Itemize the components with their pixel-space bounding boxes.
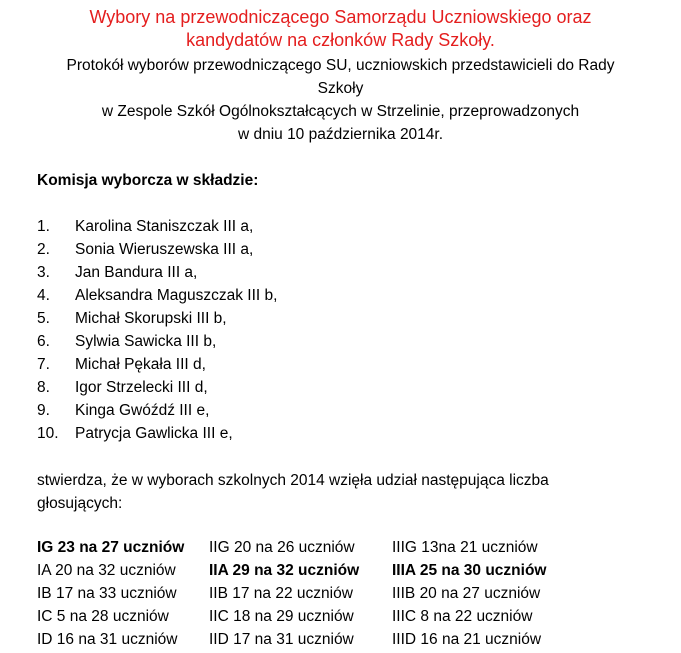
member-number: 6. [37,333,50,350]
class-turnout: IIIB 20 na 27 uczniów [392,585,541,602]
committee-member [37,285,277,308]
class-turnout: IG 23 na 27 uczniów [37,539,185,556]
committee-member [37,239,277,262]
turnout-row [37,583,677,606]
class-turnout: IIIG 13na 21 uczniów [392,539,538,556]
committee-member-list [37,216,277,446]
committee-member [37,423,277,446]
member-number: 7. [37,356,50,373]
class-turnout: IIID 16 na 21 uczniów [392,631,542,648]
class-turnout: IIA 29 na 32 uczniów [209,562,360,579]
document-title [0,6,681,52]
committee-heading: Komisja wyborcza w składzie: [37,172,259,189]
committee-member [37,308,277,331]
class-turnout: IIB 17 na 22 uczniów [209,585,353,602]
committee-member [37,331,277,354]
turnout-statement: stwierdza, że w wyborach szkolnych 2014 wzięła udział następująca liczba głosujących: [37,472,549,512]
subtitle-line: w dniu 10 października 2014r. [237,126,444,143]
turnout-row [37,629,677,652]
member-name: Jan Bandura III a, [75,264,198,281]
class-turnout: IC 5 na 28 uczniów [37,608,169,625]
member-name: Kinga Gwóźdź III e, [75,402,210,419]
turnout-row [37,560,677,583]
subtitle-line: Szkoły [317,80,364,97]
turnout-row [37,537,677,560]
class-turnout: IIG 20 na 26 uczniów [209,539,355,556]
member-number: 8. [37,379,50,396]
member-name: Aleksandra Maguszczak III b, [75,287,278,304]
subtitle-line: Protokół wyborów przewodniczącego SU, uczniowskich przedstawicieli do Rady [66,57,615,74]
title-line: Wybory na przewodniczącego Samorządu Uczniowskiego oraz [89,7,592,27]
member-number: 3. [37,264,50,281]
member-number: 9. [37,402,50,419]
member-number: 5. [37,310,50,327]
member-name: Michał Pękała III d, [75,356,206,373]
protocol-description [0,54,681,146]
class-turnout: IID 17 na 31 uczniów [209,631,354,648]
member-number: 2. [37,241,50,258]
member-name: Michał Skorupski III b, [75,310,227,327]
member-number: 4. [37,287,50,304]
member-number: 10. [37,425,59,442]
class-turnout: IIC 18 na 29 uczniów [209,608,354,625]
member-name: Sylwia Sawicka III b, [75,333,217,350]
member-name: Patrycja Gawlicka III e, [75,425,233,442]
committee-member [37,354,277,377]
turnout-grid [37,537,677,652]
subtitle-line: w Zespole Szkół Ogólnokształcących w Strzelinie, przeprowadzonych [101,103,580,120]
member-number: 1. [37,218,50,235]
class-turnout: IIIC 8 na 22 uczniów [392,608,533,625]
member-name: Igor Strzelecki III d, [75,379,208,396]
committee-member [37,377,277,400]
class-turnout: IB 17 na 33 uczniów [37,585,177,602]
member-name: Sonia Wieruszewska III a, [75,241,254,258]
class-turnout: IIIA 25 na 30 uczniów [392,562,547,579]
committee-member [37,216,277,239]
committee-member [37,262,277,285]
title-line: kandydatów na członków Rady Szkoły. [186,30,495,50]
turnout-row [37,606,677,629]
member-name: Karolina Staniszczak III a, [75,218,254,235]
class-turnout: IA 20 na 32 uczniów [37,562,176,579]
class-turnout: ID 16 na 31 uczniów [37,631,178,648]
committee-member [37,400,277,423]
